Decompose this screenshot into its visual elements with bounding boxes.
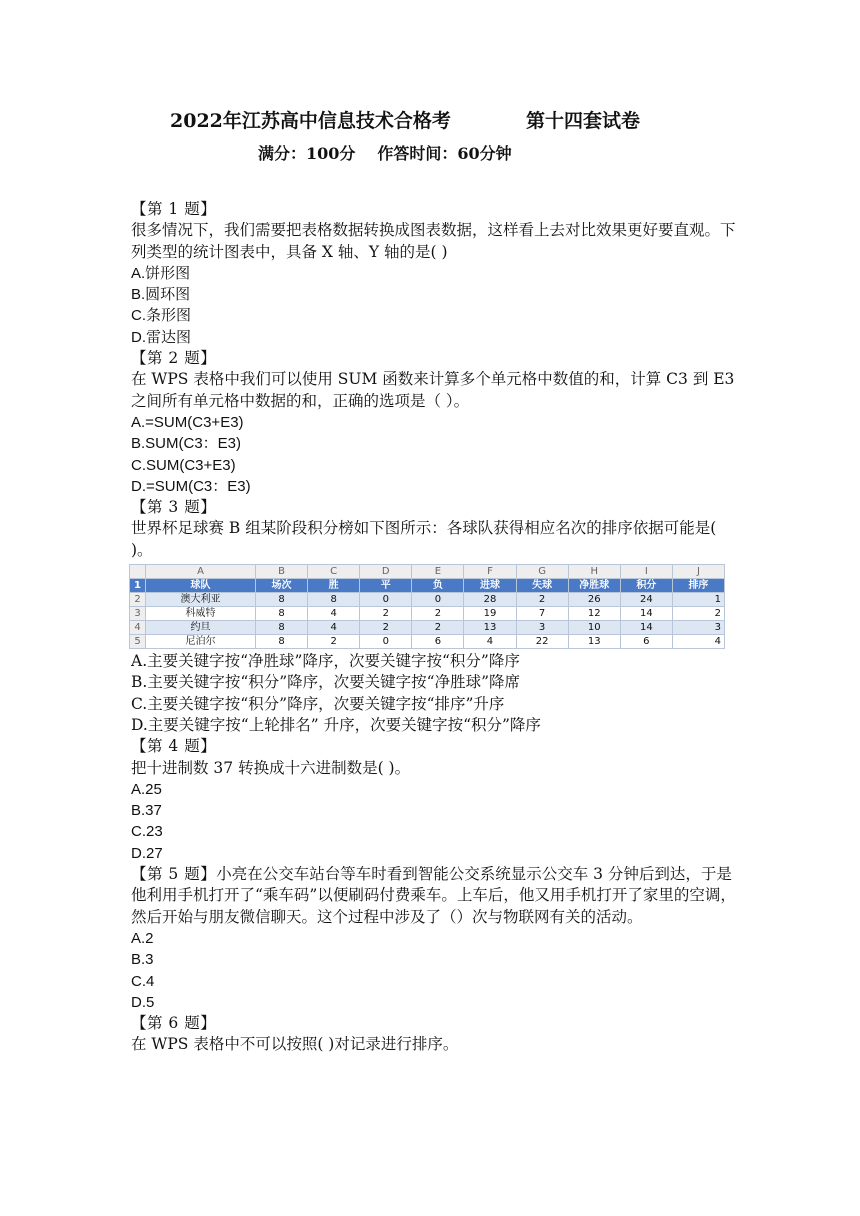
question-4-option-a: A.25 xyxy=(131,780,162,798)
question-3-option-d: D.主要关键字按“上轮排名” 升序，次要关键字按“积分”降序 xyxy=(131,715,541,734)
table-cell: 约旦 xyxy=(146,621,256,635)
col-letter: G xyxy=(516,565,568,579)
table-cell: 6 xyxy=(620,635,672,649)
full-score: 满分：100分 xyxy=(258,144,356,163)
table-cell: 28 xyxy=(464,593,516,607)
question-3-option-c: C.主要关键字按“积分”降序，次要关键字按“排序”升序 xyxy=(131,694,505,713)
question-2-option-a: A.=SUM(C3+E3) xyxy=(131,413,244,431)
table-cell: 19 xyxy=(464,607,516,621)
table-cell: 2 xyxy=(412,607,464,621)
question-6-head: 【第 6 题】 xyxy=(131,1014,217,1033)
table-cell: 7 xyxy=(516,607,568,621)
question-1-text: 很多情况下，我们需要把表格数据转换成图表数据，这样看上去对比效果更好要直观。下列类型的统计图表中，具备 X 轴、Y 轴的是( ) xyxy=(131,221,736,261)
col-letter: D xyxy=(360,565,412,579)
table-cell: 24 xyxy=(620,593,672,607)
question-3-option-b: B.主要关键字按“积分”降序，次要关键字按“净胜球”降席 xyxy=(131,673,521,692)
header-cell: 负 xyxy=(412,579,464,593)
col-letter: I xyxy=(620,565,672,579)
table-cell: 2 xyxy=(360,621,412,635)
col-letter: A xyxy=(146,565,256,579)
table-cell: 13 xyxy=(464,621,516,635)
table-row xyxy=(130,593,725,607)
table-cell: 尼泊尔 xyxy=(146,635,256,649)
question-5-option-a: A.2 xyxy=(131,929,154,947)
question-2-option-d: D.=SUM(C3：E3) xyxy=(131,477,251,495)
question-4-text: 把十进制数 37 转换成十六进制数是( )。 xyxy=(131,758,411,777)
header-cell: 失球 xyxy=(516,579,568,593)
table-cell: 科威特 xyxy=(146,607,256,621)
question-3-text: 世界杯足球赛 B 组某阶段积分榜如下图所示：各球队获得相应名次的排序依据可能是( )。 xyxy=(131,519,717,559)
table-header-row xyxy=(130,579,725,593)
table-cell: 8 xyxy=(256,621,308,635)
col-letter: E xyxy=(412,565,464,579)
table-cell: 3 xyxy=(516,621,568,635)
table-cell: 4 xyxy=(308,621,360,635)
header-cell: 胜 xyxy=(308,579,360,593)
column-letter-row xyxy=(130,565,725,579)
question-5-option-d: D.5 xyxy=(131,993,155,1011)
col-letter: F xyxy=(464,565,516,579)
exam-subtitle xyxy=(258,141,512,164)
table-cell: 1 xyxy=(672,593,724,607)
col-letter: H xyxy=(568,565,620,579)
table-cell: 26 xyxy=(568,593,620,607)
question-6-text: 在 WPS 表格中不可以按照( )对记录进行排序。 xyxy=(131,1035,459,1054)
exam-title-main: 2022年江苏高中信息技术合格考 xyxy=(170,110,451,132)
score-table xyxy=(129,564,725,649)
question-5-option-b: B.3 xyxy=(131,951,154,969)
corner-cell xyxy=(130,565,146,579)
table-row xyxy=(130,621,725,635)
table-cell: 13 xyxy=(568,635,620,649)
table-cell: 4 xyxy=(672,635,724,649)
question-1-head: 【第 1 题】 xyxy=(131,200,217,218)
table-cell: 澳大利亚 xyxy=(146,593,256,607)
answer-time: 作答时间：60分钟 xyxy=(377,144,512,163)
header-cell: 积分 xyxy=(620,579,672,593)
question-1-option-b: B.圆环图 xyxy=(131,286,191,304)
question-2-text: 在 WPS 表格中我们可以使用 SUM 函数来计算多个单元格中数值的和，计算 C3 到 E3 之间所有单元格中数据的和，正确的选项是（ ）。 xyxy=(131,370,735,410)
header-cell: 净胜球 xyxy=(568,579,620,593)
table-cell: 2 xyxy=(516,593,568,607)
score-table-image xyxy=(129,564,725,649)
table-cell: 2 xyxy=(412,621,464,635)
header-cell: 球队 xyxy=(146,579,256,593)
table-cell: 2 xyxy=(672,607,724,621)
question-4-option-c: C.23 xyxy=(131,823,163,841)
header-cell: 平 xyxy=(360,579,412,593)
question-5-head: 【第 5 题】 xyxy=(131,865,217,884)
row-number: 3 xyxy=(130,607,146,621)
question-4-option-d: D.27 xyxy=(131,844,163,862)
question-list xyxy=(131,199,736,1056)
question-1-option-a: A.饼形图 xyxy=(131,264,191,282)
question-5-option-c: C.4 xyxy=(131,972,155,990)
row-number: 5 xyxy=(130,635,146,649)
question-2-option-c: C.SUM(C3+E3) xyxy=(131,456,236,474)
table-cell: 6 xyxy=(412,635,464,649)
question-3-option-a: A.主要关键字按“净胜球”降序，次要关键字按“积分”降序 xyxy=(131,652,520,671)
question-5-paragraph xyxy=(131,864,736,928)
row-number: 2 xyxy=(130,593,146,607)
question-4-head: 【第 4 题】 xyxy=(131,737,217,756)
table-cell: 8 xyxy=(256,593,308,607)
table-cell: 4 xyxy=(464,635,516,649)
table-cell: 0 xyxy=(360,593,412,607)
row-number: 1 xyxy=(130,579,146,593)
header-cell: 场次 xyxy=(256,579,308,593)
header-cell: 进球 xyxy=(464,579,516,593)
question-1-option-c: C.条形图 xyxy=(131,307,192,325)
exam-title-set: 第十四套试卷 xyxy=(526,110,641,132)
row-number: 4 xyxy=(130,621,146,635)
table-cell: 2 xyxy=(360,607,412,621)
table-cell: 8 xyxy=(256,607,308,621)
table-cell: 4 xyxy=(308,607,360,621)
question-2-head: 【第 2 题】 xyxy=(131,349,217,368)
col-letter: C xyxy=(308,565,360,579)
question-2-option-b: B.SUM(C3：E3) xyxy=(131,435,242,453)
col-letter: J xyxy=(672,565,724,579)
table-cell: 0 xyxy=(360,635,412,649)
table-cell: 10 xyxy=(568,621,620,635)
table-cell: 0 xyxy=(412,593,464,607)
table-cell: 8 xyxy=(256,635,308,649)
table-row xyxy=(130,635,725,649)
table-cell: 14 xyxy=(620,607,672,621)
table-cell: 8 xyxy=(308,593,360,607)
table-cell: 22 xyxy=(516,635,568,649)
question-4-option-b: B.37 xyxy=(131,802,162,820)
table-row xyxy=(130,607,725,621)
question-3-head: 【第 3 题】 xyxy=(131,498,217,517)
table-cell: 12 xyxy=(568,607,620,621)
table-cell: 2 xyxy=(308,635,360,649)
question-1-option-d: D.雷达图 xyxy=(131,328,192,346)
table-cell: 14 xyxy=(620,621,672,635)
table-cell: 3 xyxy=(672,621,724,635)
col-letter: B xyxy=(256,565,308,579)
question-5-text: 小亮在公交车站台等车时看到智能公交系统显示公交车 3 分钟后到达，于是他利用手机打开了“乘车码”以便刷码付费乘车。上车后，他又用手机打开了家里的空调，然后开始与朋友微信聊天。这个过程中涉及了（）次与物联网有关的活动。 xyxy=(131,865,736,926)
header-cell: 排序 xyxy=(672,579,724,593)
